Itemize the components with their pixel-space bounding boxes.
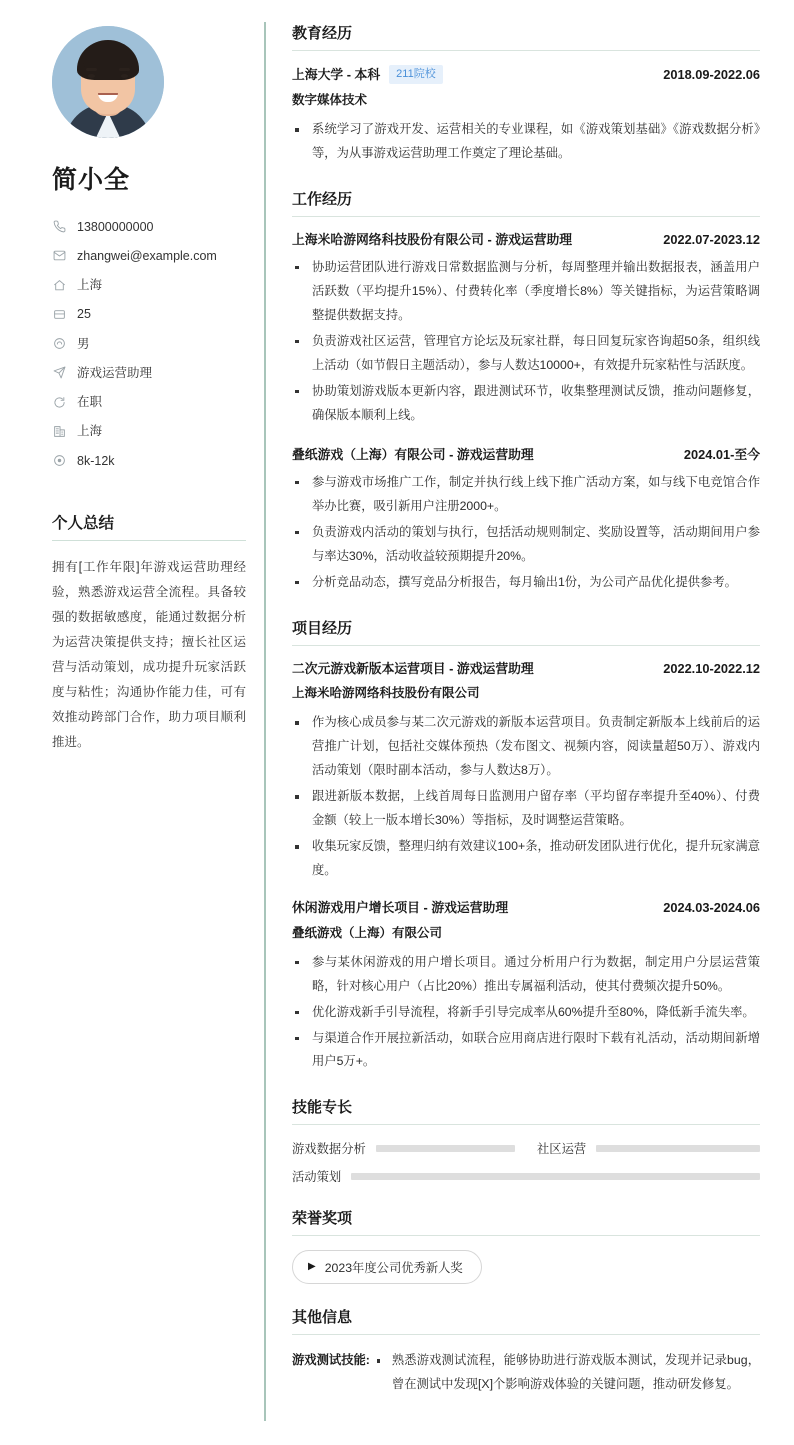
education-school [292, 65, 443, 84]
contact-item-position [52, 358, 246, 387]
education-major: 数字媒体技术 [292, 93, 368, 108]
other-info-content [374, 1349, 760, 1399]
list-item: 优化游戏新手引导流程，将新手引导完成率从60%提升至80%，降低新手流失率。 [292, 1001, 760, 1025]
project-name: 二次元游戏新版本运营项目 - 游戏运营助理 [292, 660, 534, 676]
list-item: 与渠道合作开展拉新活动，如联合应用商店进行限时下载有礼活动，活动期间新增用户5万+。 [292, 1027, 760, 1075]
list-item: 协助策划游戏版本更新内容，跟进测试环节，收集整理测试反馈，推动问题修复，确保版本顺利上线。 [292, 380, 760, 428]
list-item: 协助运营团队进行游戏日常数据监测与分析，每周整理并输出数据报表，涵盖用户活跃数（平均提升15%）、付费转化率（季度增长8%）等关键指标，为运营策略调整提供数据支持。 [292, 256, 760, 328]
target-salary-icon [52, 453, 67, 468]
avatar-photo [52, 26, 164, 138]
skills-title: 技能专长 [292, 1096, 760, 1125]
skills-section [292, 1096, 760, 1185]
page-title: 简小全 [52, 166, 131, 194]
home-icon [52, 278, 67, 293]
project-entry [292, 660, 760, 883]
projects-section [292, 617, 760, 1075]
contact-value-age: 25 [77, 307, 91, 322]
project-bullets [292, 951, 760, 1075]
skill-item [292, 1167, 760, 1185]
list-item: 参与游戏市场推广工作，制定并执行线上线下推广活动方案，如与线下电竞馆合作举办比赛，吸引新用户注册2000+。 [292, 471, 760, 519]
contact-item-workplace [52, 417, 246, 446]
education-school-text: 上海大学 - 本科 [292, 66, 381, 82]
list-item: 系统学习了游戏开发、运营相关的专业课程，如《游戏策划基础》《游戏数据分析》等，为从事游戏运营助理工作奠定了理论基础。 [292, 118, 760, 166]
list-item: 分析竞品动态，撰写竞品分析报告，每月输出1份，为公司产品优化提供参考。 [292, 571, 760, 595]
list-item: 作为核心成员参与某二次元游戏的新版本运营项目。负责制定新版本上线前后的运营推广计划，包括社交媒体预热（发布图文、视频内容，阅读量超50万）、游戏内活动策划（限时副本活动，参与人数达8万）。 [292, 711, 760, 783]
list-item: 收集玩家反馈，整理归纳有效建议100+条，推动研发团队进行优化，提升玩家满意度。 [292, 835, 760, 883]
education-entry [292, 65, 760, 166]
work-entry [292, 231, 760, 428]
entry-header [292, 660, 760, 678]
work-date: 2022.07-2023.12 [663, 232, 760, 248]
project-entry [292, 899, 760, 1075]
personal-summary-text: 拥有[工作年限]年游戏运营助理经验，熟悉游戏运营全流程。具备较强的数据敏感度，能通过数据分析为运营决策提供支持；擅长社区运营与活动策划，成功提升玩家活跃度与粘性；沟通协作能力佳，可有效推动跨部门合作，助力项目顺利推进。 [52, 560, 246, 750]
skill-progress-track [376, 1145, 515, 1152]
skills-grid [292, 1139, 760, 1185]
contact-item-gender [52, 329, 246, 358]
skill-progress-track [351, 1173, 760, 1180]
list-item: 参与某休闲游戏的用户增长项目。通过分析用户行为数据，制定用户分层运营策略，针对核心用户（占比20%）推出专属福利活动，使其付费频次提升50%。 [292, 951, 760, 999]
skill-progress-track [596, 1145, 760, 1152]
personal-summary-section [52, 511, 246, 755]
other-info-section [292, 1306, 760, 1399]
main-content [266, 22, 760, 1421]
envelope-icon [52, 248, 67, 263]
list-item: 负责游戏社区运营，管理官方论坛及玩家社群，每日回复玩家咨询超50条，组织线上活动（如节假日主题活动），参与人数达10000+，有效提升玩家粘性与活跃度。 [292, 330, 760, 378]
gender-icon [52, 336, 67, 351]
projects-title: 项目经历 [292, 617, 760, 646]
project-company: 叠纸游戏（上海）有限公司 [292, 925, 443, 940]
project-company: 上海米哈游网络科技股份有限公司 [292, 686, 480, 701]
contact-value-gender: 男 [77, 336, 90, 351]
contact-item-email [52, 241, 246, 270]
building-icon [52, 424, 67, 439]
education-bullets [292, 118, 760, 166]
skill-item [537, 1139, 760, 1157]
list-item: 跟进新版本数据，上线首周每日监测用户留存率（平均留存率提升至40%）、付费金额（较上一版本增长30%）等指标，及时调整运营策略。 [292, 785, 760, 833]
contact-item-age [52, 300, 246, 329]
work-title: 工作经历 [292, 188, 760, 217]
contact-value-email: zhangwei@example.com [77, 248, 217, 263]
entry-header [292, 65, 760, 84]
contact-item-salary [52, 446, 246, 475]
status-badge: 211院校 [389, 65, 443, 84]
refresh-status-icon [52, 395, 67, 410]
contact-item-location [52, 271, 246, 300]
project-bullets [292, 711, 760, 883]
contact-value-phone: 13800000000 [77, 219, 154, 234]
work-bullets [292, 471, 760, 595]
work-bullets [292, 256, 760, 428]
other-info-row [292, 1349, 760, 1399]
skill-label: 活动策划 [292, 1170, 342, 1185]
other-info-bullets [374, 1349, 760, 1397]
phone-icon [52, 219, 67, 234]
awards-title: 荣誉奖项 [292, 1207, 760, 1236]
skill-item [292, 1139, 515, 1157]
project-date: 2022.10-2022.12 [663, 660, 760, 676]
entry-header [292, 899, 760, 917]
work-company: 上海米哈游网络科技股份有限公司 - 游戏运营助理 [292, 232, 573, 248]
contact-list [52, 212, 246, 475]
contact-item-phone [52, 212, 246, 241]
entry-header [292, 231, 760, 249]
id-card-icon [52, 307, 67, 322]
skill-label: 游戏数据分析 [292, 1142, 366, 1157]
work-section [292, 188, 760, 594]
play-triangle-icon: ▶ [308, 1261, 316, 1273]
work-entry [292, 444, 760, 595]
education-date: 2018.09-2022.06 [663, 66, 760, 82]
contact-value-position: 游戏运营助理 [77, 365, 153, 380]
list-item: 负责游戏内活动的策划与执行，包括活动规则制定、奖励设置等，活动期间用户参与率达30%，活动收益较预期提升20%。 [292, 521, 760, 569]
awards-section [292, 1207, 760, 1284]
education-title: 教育经历 [292, 22, 760, 51]
education-section [292, 22, 760, 166]
awards-row [292, 1250, 760, 1284]
paper-plane-icon [52, 365, 67, 380]
contact-value-salary: 8k-12k [77, 453, 115, 468]
other-info-label: 游戏测试技能: [292, 1353, 370, 1368]
contact-item-status [52, 388, 246, 417]
list-item: 熟悉游戏测试流程，能够协助进行游戏版本测试，发现并记录bug，曾在测试中发现[X]个影响游戏体验的关键问题，推动研发修复。 [374, 1349, 760, 1397]
award-item[interactable] [292, 1250, 482, 1284]
work-company: 叠纸游戏（上海）有限公司 - 游戏运营助理 [292, 446, 534, 462]
sidebar [44, 22, 266, 1421]
contact-value-location: 上海 [77, 278, 103, 292]
entry-header [292, 444, 760, 464]
other-info-title: 其他信息 [292, 1306, 760, 1335]
project-date: 2024.03-2024.06 [663, 899, 760, 915]
award-label: 2023年度公司优秀新人奖 [324, 1261, 463, 1276]
skill-label: 社区运营 [537, 1142, 587, 1157]
contact-value-workplace: 上海 [77, 424, 103, 439]
work-date: 2024.01-至今 [683, 446, 760, 462]
contact-value-status: 在职 [77, 395, 103, 409]
project-name: 休闲游戏用户增长项目 - 游戏运营助理 [292, 899, 509, 915]
personal-summary-title: 个人总结 [52, 511, 246, 541]
avatar [52, 26, 164, 138]
